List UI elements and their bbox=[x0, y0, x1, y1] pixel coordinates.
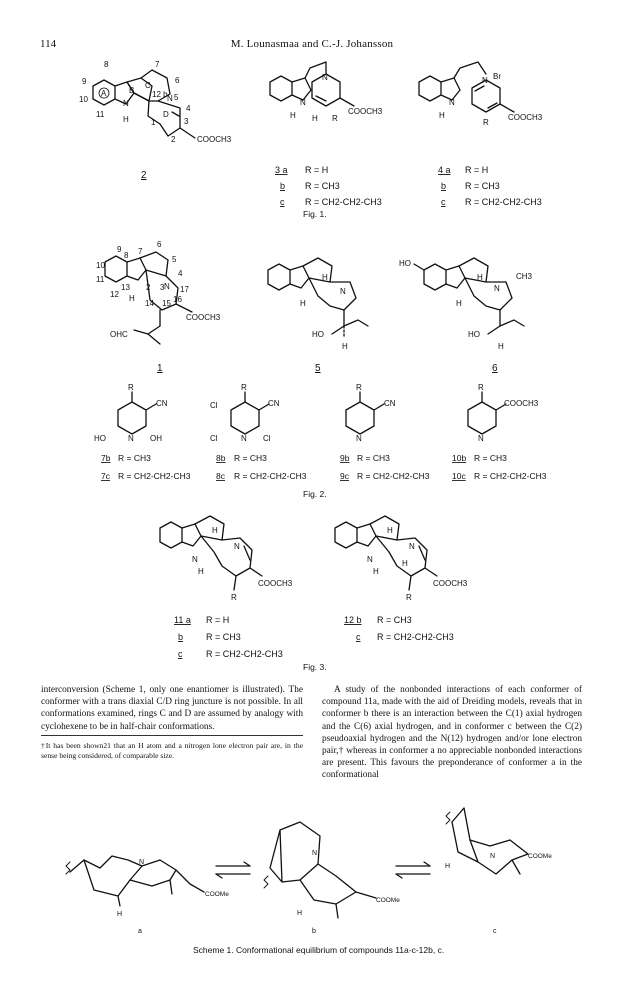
substituent: COOCH3 bbox=[258, 579, 293, 588]
atom-number: 15 bbox=[162, 299, 171, 308]
scheme1-caption: Scheme 1. Conformational equilibrium of compounds 11a-c-12b, c. bbox=[193, 945, 445, 955]
substituent: COOCH3 bbox=[508, 113, 543, 122]
entry-r: R = CH2-CH2-CH3 bbox=[118, 471, 191, 481]
atom-symbol: N bbox=[490, 853, 496, 860]
atom-number: 5 bbox=[172, 255, 177, 264]
atom-symbol: N bbox=[494, 284, 500, 293]
running-head: M. Lounasmaa and C.-J. Johansson bbox=[230, 38, 394, 50]
compound-number: 6 bbox=[492, 363, 498, 374]
atom-symbol: H bbox=[439, 111, 445, 120]
structure-compound-5 bbox=[268, 258, 368, 338]
substituent: Cl bbox=[263, 434, 271, 443]
structure-compound-3 bbox=[270, 62, 354, 106]
atom-number: 13 bbox=[121, 283, 130, 292]
conformer-label: a bbox=[138, 928, 142, 935]
atom-symbol: H bbox=[198, 567, 204, 576]
atom-symbol: H bbox=[129, 294, 135, 303]
structure-pyridines bbox=[118, 392, 506, 434]
atom-symbol: N bbox=[340, 287, 346, 296]
entry-id: 12 b bbox=[344, 615, 362, 625]
atom-symbol: H bbox=[123, 115, 129, 124]
compound-number: 5 bbox=[315, 363, 321, 374]
entry-r: R = H bbox=[305, 165, 329, 175]
atom-number: 6 bbox=[157, 240, 162, 249]
substituent: Cl bbox=[210, 434, 218, 443]
atom-number: 12 b bbox=[152, 90, 168, 99]
atom-symbol: H bbox=[212, 526, 218, 535]
compound-number: 2 bbox=[141, 170, 147, 181]
atom-symbol: N bbox=[139, 859, 145, 866]
substituent: COOMe bbox=[376, 897, 400, 904]
atom-number: 8 bbox=[124, 251, 129, 260]
entry-r: R = CH2-CH2-CH3 bbox=[234, 471, 307, 481]
atom-number: 4 bbox=[178, 269, 183, 278]
substituent: COOCH3 bbox=[197, 135, 232, 144]
entry-r: R = CH2-CH2-CH3 bbox=[305, 197, 382, 207]
atom-number: 8 bbox=[104, 60, 109, 69]
compound-2-labels bbox=[79, 60, 232, 181]
entry-id: 7c bbox=[101, 471, 110, 481]
atom-number: 11 bbox=[96, 275, 105, 284]
atom-symbol: R bbox=[478, 383, 484, 392]
substituent: COOCH3 bbox=[504, 399, 539, 408]
entry-id: b bbox=[280, 181, 286, 191]
atom-number: 2 bbox=[146, 283, 151, 292]
entry-r: R = CH3 bbox=[234, 453, 267, 463]
substituent: COOMe bbox=[528, 853, 552, 860]
atom-number: 11 bbox=[96, 110, 105, 119]
substituent: CN bbox=[384, 399, 396, 408]
atom-number: 1 bbox=[151, 118, 156, 127]
entry-r: R = CH3 bbox=[465, 181, 500, 191]
atom-number: 4 bbox=[186, 104, 191, 113]
entry-r: R = H bbox=[465, 165, 489, 175]
entry-r: R = CH3 bbox=[118, 453, 151, 463]
atom-symbol: H bbox=[312, 114, 318, 123]
atom-symbol: N bbox=[449, 98, 455, 107]
atom-symbol: H bbox=[322, 273, 328, 282]
atom-number: 14 bbox=[145, 299, 154, 308]
footnote-rule bbox=[41, 735, 303, 736]
entry-r: R = CH2-CH2-CH3 bbox=[206, 649, 283, 659]
structure-compound-12 bbox=[335, 516, 437, 590]
entry-r: R = H bbox=[206, 615, 230, 625]
atom-symbol: H bbox=[342, 342, 348, 351]
atom-number: 7 bbox=[138, 247, 143, 256]
atom-symbol: N bbox=[128, 434, 134, 443]
text-column-right: A study of the nonbonded interactions of each conformer of compound 11a, made with the aid of Dreiding models, reveals that in conformer b there is an interaction between the C(1) axial hydrogen and the C(6) axial hydrogen, and in conformer c between the C(2) pseudoaxial hydrogen and the N(12) hydrogen and/or lone electron pair,† whereas in conformer a no appreciable nonbonded interactions are present. This favours the preponderance of conformer a in the conformational bbox=[322, 685, 582, 781]
ring-label: C bbox=[145, 81, 151, 90]
entry-r: R = CH3 bbox=[206, 632, 241, 642]
fig3-caption: Fig. 3. bbox=[303, 662, 327, 672]
fig1-caption: Fig. 1. bbox=[303, 209, 327, 219]
entry-id: 11 a bbox=[174, 615, 191, 625]
entry-r: R = CH2-CH2-CH3 bbox=[357, 471, 430, 481]
atom-number: 9 bbox=[117, 245, 122, 254]
entry-r: R = CH2-CH2-CH3 bbox=[377, 632, 454, 642]
atom-symbol: N bbox=[409, 542, 415, 551]
atom-symbol: R bbox=[128, 383, 134, 392]
entry-id: 3 a bbox=[275, 165, 288, 175]
atom-number: 5 bbox=[174, 93, 179, 102]
entry-r: R = CH2-CH2-CH3 bbox=[474, 471, 547, 481]
entry-id: c bbox=[441, 197, 446, 207]
entry-id: c bbox=[178, 649, 183, 659]
substituent: Cl bbox=[210, 401, 218, 410]
substituent: COOCH3 bbox=[186, 313, 221, 322]
entry-r: R = CH3 bbox=[474, 453, 507, 463]
atom-symbol: R bbox=[356, 383, 362, 392]
atom-symbol: R bbox=[231, 593, 237, 602]
atom-symbol: N bbox=[478, 434, 484, 443]
entry-id: b bbox=[441, 181, 447, 191]
entry-id: c bbox=[280, 197, 285, 207]
atom-symbol: N bbox=[192, 555, 198, 564]
atom-symbol: N bbox=[300, 98, 306, 107]
atom-symbol: HO bbox=[468, 330, 480, 339]
atom-symbol: H bbox=[477, 273, 483, 282]
substituent: OH bbox=[150, 434, 162, 443]
atom-symbol: N bbox=[367, 555, 373, 564]
entry-id: 9c bbox=[340, 471, 349, 481]
entry-id: 8b bbox=[216, 453, 226, 463]
atom-symbol: N bbox=[482, 76, 488, 85]
entry-id: 10b bbox=[452, 453, 467, 463]
atom-number: 2 bbox=[171, 135, 176, 144]
ring-label: B bbox=[129, 86, 135, 95]
entry-r: R = CH3 bbox=[377, 615, 412, 625]
atom-number: 7 bbox=[155, 60, 160, 69]
atom-number: 3 bbox=[160, 283, 165, 292]
structure-compound-4 bbox=[419, 62, 514, 112]
compound-number: 1 bbox=[157, 363, 163, 374]
atom-symbol: H bbox=[373, 567, 379, 576]
atom-symbol: R bbox=[406, 593, 412, 602]
atom-symbol: H bbox=[297, 910, 303, 917]
atom-symbol: OHC bbox=[110, 330, 128, 339]
atom-number: 9 bbox=[82, 77, 87, 86]
substituent: CH3 bbox=[516, 272, 533, 281]
ring-label: A bbox=[101, 89, 107, 98]
substituent: CN bbox=[156, 399, 168, 408]
atom-number: 10 bbox=[96, 261, 105, 270]
entry-r: R = CH3 bbox=[357, 453, 390, 463]
atom-symbol: H bbox=[117, 911, 123, 918]
entry-id: 4 a bbox=[438, 165, 451, 175]
atom-symbol: R bbox=[332, 114, 338, 123]
atom-symbol: H bbox=[402, 559, 408, 568]
atom-symbol: N bbox=[164, 282, 170, 291]
atom-number: 17 bbox=[180, 285, 189, 294]
equilibrium-arrow-2 bbox=[396, 862, 430, 878]
ring-label: D bbox=[163, 110, 169, 119]
atom-symbol: H bbox=[498, 342, 504, 351]
counter-ion: Br bbox=[493, 72, 501, 81]
entry-id: 7b bbox=[101, 453, 111, 463]
substituent: CN bbox=[268, 399, 280, 408]
atom-symbol: HO bbox=[312, 330, 324, 339]
text-column-left: interconversion (Scheme 1, only one enantiomer is illustrated). The conformer with a trans diaxial C/D ring juncture is not possible. In all conformations examined, rings C and D are assumed by analogy with cyclohexene to be in half-chair conformations. bbox=[41, 685, 303, 732]
substituent: COOMe bbox=[205, 891, 229, 898]
entry-id: b bbox=[178, 632, 184, 642]
conformer-label: b bbox=[312, 928, 316, 935]
scheme1-conformer-c bbox=[446, 808, 528, 874]
entry-r: R = CH2-CH2-CH3 bbox=[465, 197, 542, 207]
atom-number: 6 bbox=[175, 76, 180, 85]
entry-id: 10c bbox=[452, 471, 466, 481]
atom-symbol: H bbox=[387, 526, 393, 535]
substituent: COOCH3 bbox=[348, 107, 383, 116]
atom-symbol: H bbox=[300, 299, 306, 308]
atom-symbol: N bbox=[123, 99, 129, 108]
structure-compound-11 bbox=[160, 516, 262, 590]
substituent: HO bbox=[94, 434, 106, 443]
atom-symbol: H bbox=[456, 299, 462, 308]
entry-id: c bbox=[356, 632, 361, 642]
substituent: COOCH3 bbox=[433, 579, 468, 588]
atom-symbol: R bbox=[241, 383, 247, 392]
atom-number: 16 bbox=[173, 295, 182, 304]
entry-id: 9b bbox=[340, 453, 350, 463]
scheme1-conformer-a bbox=[66, 856, 204, 906]
equilibrium-arrow-1 bbox=[216, 862, 250, 878]
structure-compound-2 bbox=[93, 70, 195, 138]
atom-symbol: H bbox=[290, 111, 296, 120]
scheme1-conformer-b bbox=[264, 822, 376, 918]
atom-symbol: N bbox=[356, 434, 362, 443]
atom-symbol: N bbox=[167, 94, 173, 103]
footnote: †It has been shown21 that an H atom and a nitrogen lone electron pair are, in the sense being considered, of comparable size. bbox=[41, 741, 303, 760]
page-number: 114 bbox=[40, 38, 57, 50]
entry-id: 8c bbox=[216, 471, 225, 481]
atom-symbol: N bbox=[241, 434, 247, 443]
fig2-caption: Fig. 2. bbox=[303, 489, 327, 499]
atom-number: 10 bbox=[79, 95, 88, 104]
entry-r: R = CH3 bbox=[305, 181, 340, 191]
atom-number: 3 bbox=[184, 117, 189, 126]
atom-symbol: R bbox=[483, 118, 489, 127]
atom-symbol: H bbox=[445, 863, 451, 870]
atom-symbol: N bbox=[312, 850, 318, 857]
atom-symbol: HO bbox=[399, 259, 411, 268]
conformer-label: c bbox=[493, 928, 497, 935]
atom-symbol: N bbox=[234, 542, 240, 551]
atom-symbol: N bbox=[322, 73, 328, 82]
structure-compound-6 bbox=[414, 258, 524, 334]
atom-number: 12 bbox=[110, 290, 119, 299]
